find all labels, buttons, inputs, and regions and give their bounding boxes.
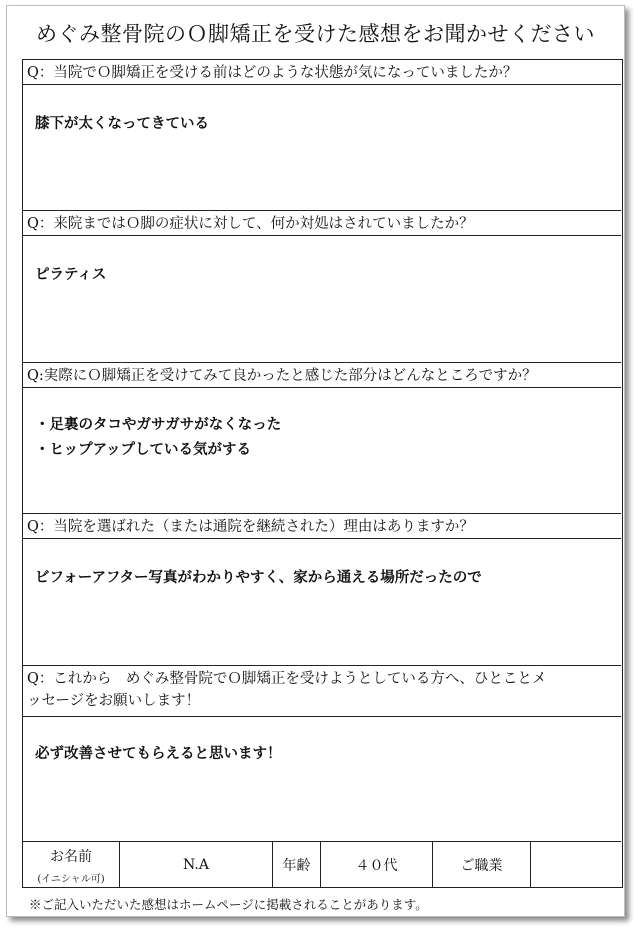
respondent-info-row: [23, 841, 621, 888]
answer-4-line-1: ビフォーアフター写真がわかりやすく、家から通える場所だったので: [35, 570, 482, 586]
age-value-cell: [321, 842, 433, 888]
answer-2-line-1: ピラティス: [35, 267, 107, 283]
survey-title: めぐみ整骨院のＯ脚矯正を受けた感想をお聞かせください: [36, 22, 595, 46]
answer-3-line-2: ・ヒップアップしている気がする: [35, 442, 252, 458]
survey-form: [22, 59, 623, 888]
age-label-cell: [273, 842, 321, 888]
answer-5-line-1: 必ず改善させてもらえると思います！: [35, 746, 282, 762]
age-label: 年齢: [282, 858, 311, 874]
question-2: Q：来院まではＯ脚の症状に対して、何か対処はされていましたか？: [23, 211, 621, 236]
name-label-sub: (イニシャル可): [37, 873, 105, 885]
question-5: [23, 666, 621, 717]
name-value-cell: [120, 842, 273, 888]
age-value: ４０代: [355, 858, 398, 874]
name-value: N.A: [183, 857, 209, 873]
job-label: ご職業: [460, 858, 503, 874]
answer-3-line-1: ・足裏のタコやガサガサがなくなった: [35, 417, 282, 433]
survey-sheet: [6, 5, 625, 917]
answer-1-line-1: 膝下が太くなってきている: [35, 116, 209, 132]
job-value-cell: [531, 842, 621, 888]
question-3: Q:実際にＯ脚矯正を受けてみて良かったと感じた部分はどんなところですか？: [23, 363, 621, 388]
publication-note: ※ご記入いただいた感想はホームページに掲載されることがあります。: [29, 897, 428, 912]
name-label-cell: [23, 842, 120, 888]
job-label-cell: [433, 842, 531, 888]
question-5-line-2: ッセージをお願いします！: [27, 693, 201, 709]
name-label: お名前: [50, 848, 92, 865]
question-5-line-1: Q：これから めぐみ整骨院でＯ脚矯正を受けようとしている方へ、ひとことメ: [27, 671, 547, 687]
question-4: Q：当院を選ばれた（または通院を継続された）理由はありますか？: [23, 514, 621, 539]
question-1: Q：当院でＯ脚矯正を受ける前はどのような状態が気になっていましたか？: [23, 60, 621, 85]
